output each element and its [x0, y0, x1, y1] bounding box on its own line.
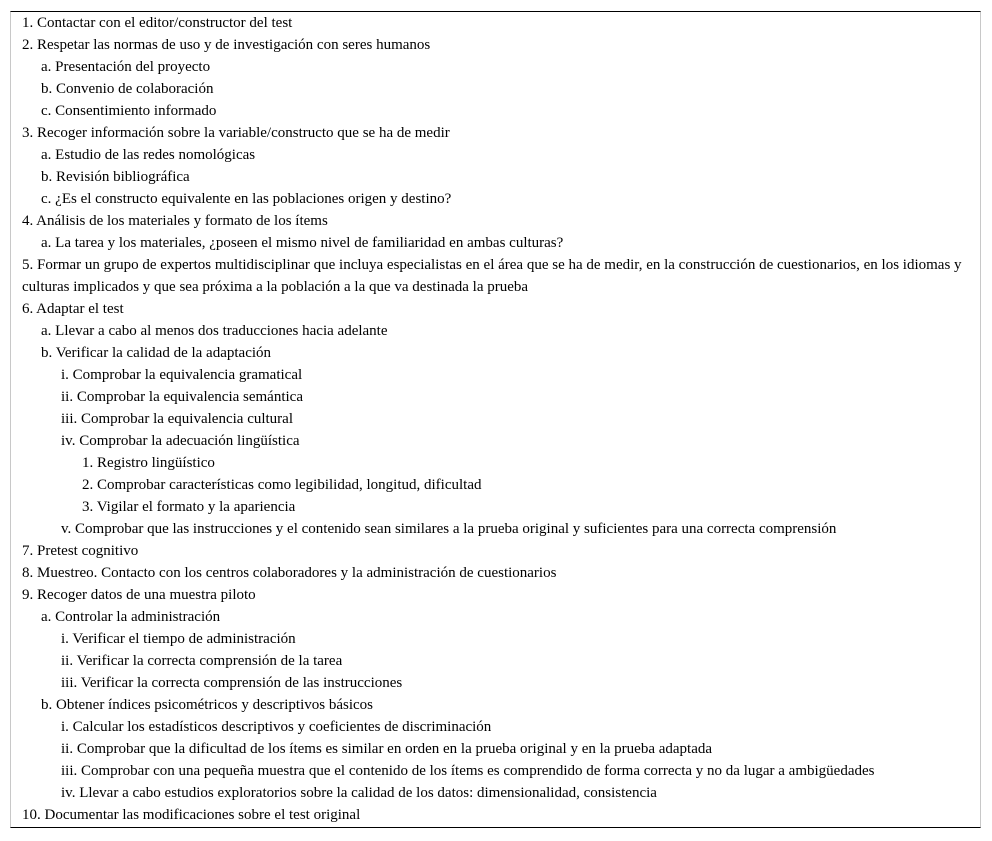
list-item: 2. Comprobar características como legibilidad, longitud, dificultad: [82, 477, 482, 493]
list-item: iii. Verificar la correcta comprensión de las instrucciones: [61, 675, 403, 691]
list-item: iv. Llevar a cabo estudios exploratorios sobre la calidad de los datos: dimensionalidad, consistencia: [61, 785, 657, 801]
list-item: b. Convenio de colaboración: [41, 81, 214, 97]
list-item: i. Calcular los estadísticos descriptivos y coeficientes de discriminación: [61, 719, 492, 735]
list-item: 10. Documentar las modificaciones sobre el test original: [22, 807, 361, 823]
procedure-table: [10, 11, 981, 828]
list-item: 7. Pretest cognitivo: [22, 543, 139, 559]
list-item: v. Comprobar que las instrucciones y el contenido sean similares a la prueba original y suficientes para una correcta comprensión: [61, 521, 837, 537]
procedure-list: [22, 12, 967, 826]
list-item: i. Verificar el tiempo de administración: [61, 631, 296, 647]
list-item: a. Estudio de las redes nomológicas: [41, 147, 256, 163]
list-item: iii. Comprobar con una pequeña muestra que el contenido de los ítems es comprendido de forma correcta y no da lugar a ambigüedades: [61, 763, 875, 779]
list-item: b. Obtener índices psicométricos y descriptivos básicos: [41, 697, 374, 713]
list-item: b. Revisión bibliográfica: [41, 169, 190, 185]
list-item: 1. Contactar con el editor/constructor del test: [22, 15, 293, 31]
list-item: 4. Análisis de los materiales y formato de los ítems: [22, 213, 328, 229]
list-item: 5. Formar un grupo de expertos multidisciplinar que incluya especialistas en el área que se ha de medir, en la construcción de cuestionarios, en los idiomas y culturas implicados y que sea próxima a la población a la que va destinada la prueba: [22, 257, 962, 295]
list-item: 3. Recoger información sobre la variable/constructo que se ha de medir: [22, 125, 450, 141]
list-item: 3. Vigilar el formato y la apariencia: [82, 499, 296, 515]
list-item: a. La tarea y los materiales, ¿poseen el mismo nivel de familiaridad en ambas culturas?: [41, 235, 564, 251]
list-item: 2. Respetar las normas de uso y de investigación con seres humanos: [22, 37, 431, 53]
list-item: 8. Muestreo. Contacto con los centros colaboradores y la administración de cuestionarios: [22, 565, 557, 581]
list-item: i. Comprobar la equivalencia gramatical: [61, 367, 303, 383]
list-item: 6. Adaptar el test: [22, 301, 124, 317]
list-item: a. Controlar la administración: [41, 609, 221, 625]
list-item: 1. Registro lingüístico: [82, 455, 215, 471]
list-item: ii. Comprobar que la dificultad de los ítems es similar en orden en la prueba original y en la prueba adaptada: [61, 741, 713, 757]
list-item: 9. Recoger datos de una muestra piloto: [22, 587, 256, 603]
list-item: b. Verificar la calidad de la adaptación: [41, 345, 272, 361]
list-item: a. Presentación del proyecto: [41, 59, 211, 75]
list-item: a. Llevar a cabo al menos dos traducciones hacia adelante: [41, 323, 388, 339]
list-item: ii. Verificar la correcta comprensión de la tarea: [61, 653, 343, 669]
list-item: iii. Comprobar la equivalencia cultural: [61, 411, 294, 427]
list-item: c. Consentimiento informado: [41, 103, 217, 119]
list-item: ii. Comprobar la equivalencia semántica: [61, 389, 303, 405]
list-item: iv. Comprobar la adecuación lingüística: [61, 433, 300, 449]
list-item: c. ¿Es el constructo equivalente en las poblaciones origen y destino?: [41, 191, 452, 207]
